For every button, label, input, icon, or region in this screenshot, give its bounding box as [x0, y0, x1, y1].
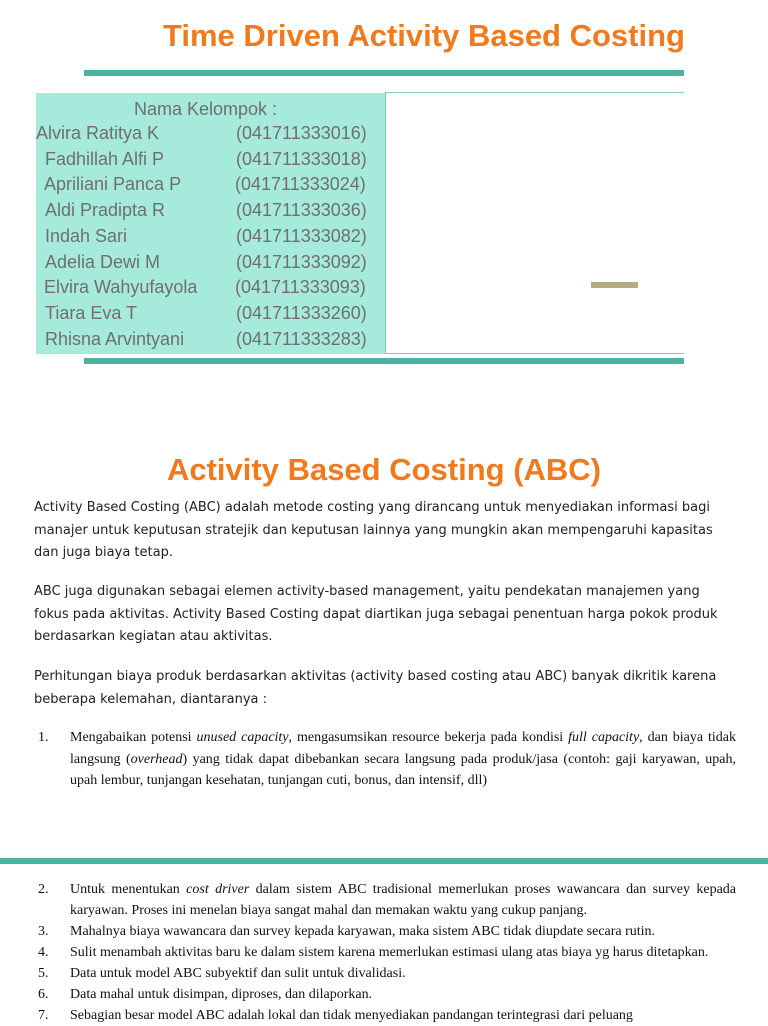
list-number: 2.: [38, 882, 49, 897]
paragraph-criticism: Perhitungan biaya produk berdasarkan aktivitas (activity based costing atau ABC) banyak dikritik karena beberapa kelemahan, diantaranya :: [34, 669, 717, 707]
list-item: 1. Mengabaikan potensi unused capacity, mengasumsikan resource bekerja pada kondisi full capacity, dan biaya tidak langsung (overhead) yang tidak dapat dibebankan secara langsung pada produk/jasa (contoh: gaji karyawan, upah, upah lembur, tunjangan kesehatan, tunjangan cuti, bonus, dan intensif, dll): [38, 727, 736, 792]
member-name: Tiara Eva T: [45, 302, 138, 323]
list-text: Sulit menambah aktivitas baru ke dalam sistem karena memerlukan estimasi ulang atas biaya yg harus ditetapkan.: [70, 945, 709, 960]
member-name: Adelia Dewi M: [45, 251, 161, 272]
list-item: [38, 921, 736, 942]
member-id: (041711333016): [236, 123, 367, 143]
member-name: Alvira Ratitya K: [36, 123, 160, 143]
list-text: Mahalnya biaya wawancara dan survey kepada karyawan, maka sistem ABC tidak diupdate secara rutin.: [70, 924, 656, 939]
member-id: (041711333260): [236, 302, 367, 323]
list-text: Sebagian besar model ABC adalah lokal dan tidak menyediakan pandangan terintegrasi dari peluang: [70, 1008, 633, 1023]
paragraph-abm: ABC juga digunakan sebagai elemen activity-based management, yaitu pendekatan manajemen yang fokus pada aktivitas. Activity Based Costing dapat diartikan juga sebagai penentuan harga pokok produk berdasarkan kegiatan atau aktivitas.: [34, 584, 718, 644]
list-text: Data untuk model ABC subyektif dan sulit untuk divalidasi.: [70, 966, 406, 981]
list-item: [38, 942, 736, 963]
member-id: (041711333082): [236, 225, 367, 246]
member-name: Apriliani Panca P: [44, 174, 182, 195]
members-underline: [84, 358, 684, 364]
group-members-box: [36, 93, 385, 354]
list-item: [38, 963, 736, 984]
list-item: 2. Untuk menentukan cost driver dalam sistem ABC tradisional memerlukan proses wawancara dan survey kepada karyawan. Proses ini menelan biaya sangat mahal dan memakan waktu yang cukup panjang.: [38, 879, 736, 921]
page-separator: [0, 858, 768, 864]
paragraph-definition: Activity Based Costing (ABC) adalah metode costing yang dirancang untuk menyediakan informasi bagi manajer untuk keputusan stratejik dan keputusan lainnya yang mungkin akan mempengaruhi kapasitas dan juga biaya tetap.: [34, 500, 713, 560]
list-item: [38, 984, 736, 1005]
title-underline: [84, 70, 684, 76]
table-border-left: [385, 92, 386, 354]
page-title: Time Driven Activity Based Costing: [163, 18, 685, 53]
table-border-top: [385, 92, 684, 93]
list-number: 1.: [38, 730, 49, 745]
member-name: Fadhillah Alfi P: [45, 148, 165, 169]
member-id: (041711333024): [235, 174, 366, 195]
member-id: (041711333093): [235, 277, 366, 298]
decorative-dash: [591, 282, 638, 288]
member-id: (041711333283): [236, 328, 367, 349]
list-text: Data mahal untuk disimpan, diproses, dan dilaporkan.: [70, 987, 373, 1002]
list-item: [38, 1005, 736, 1026]
list-number: 3.: [38, 924, 49, 939]
weakness-list-1: [38, 727, 736, 792]
member-name: Aldi Pradipta R: [45, 200, 166, 221]
member-id: (041711333092): [236, 251, 367, 272]
list-number: 4.: [38, 945, 49, 960]
list-number: 6.: [38, 987, 49, 1002]
section-title-abc: Activity Based Costing (ABC): [166, 452, 602, 487]
member-id: (041711333018): [236, 148, 367, 169]
list-number: 5.: [38, 966, 49, 981]
member-name: Elvira Wahyufayola: [44, 277, 198, 298]
member-name: Rhisna Arvintyani: [45, 328, 185, 349]
member-name: Indah Sari: [45, 225, 128, 246]
member-id: (041711333036): [236, 200, 367, 221]
members-heading: Nama Kelompok :: [134, 99, 278, 119]
list-number: 7.: [38, 1008, 49, 1023]
table-border-bottom: [385, 353, 684, 354]
weakness-list-2: [38, 879, 736, 1026]
